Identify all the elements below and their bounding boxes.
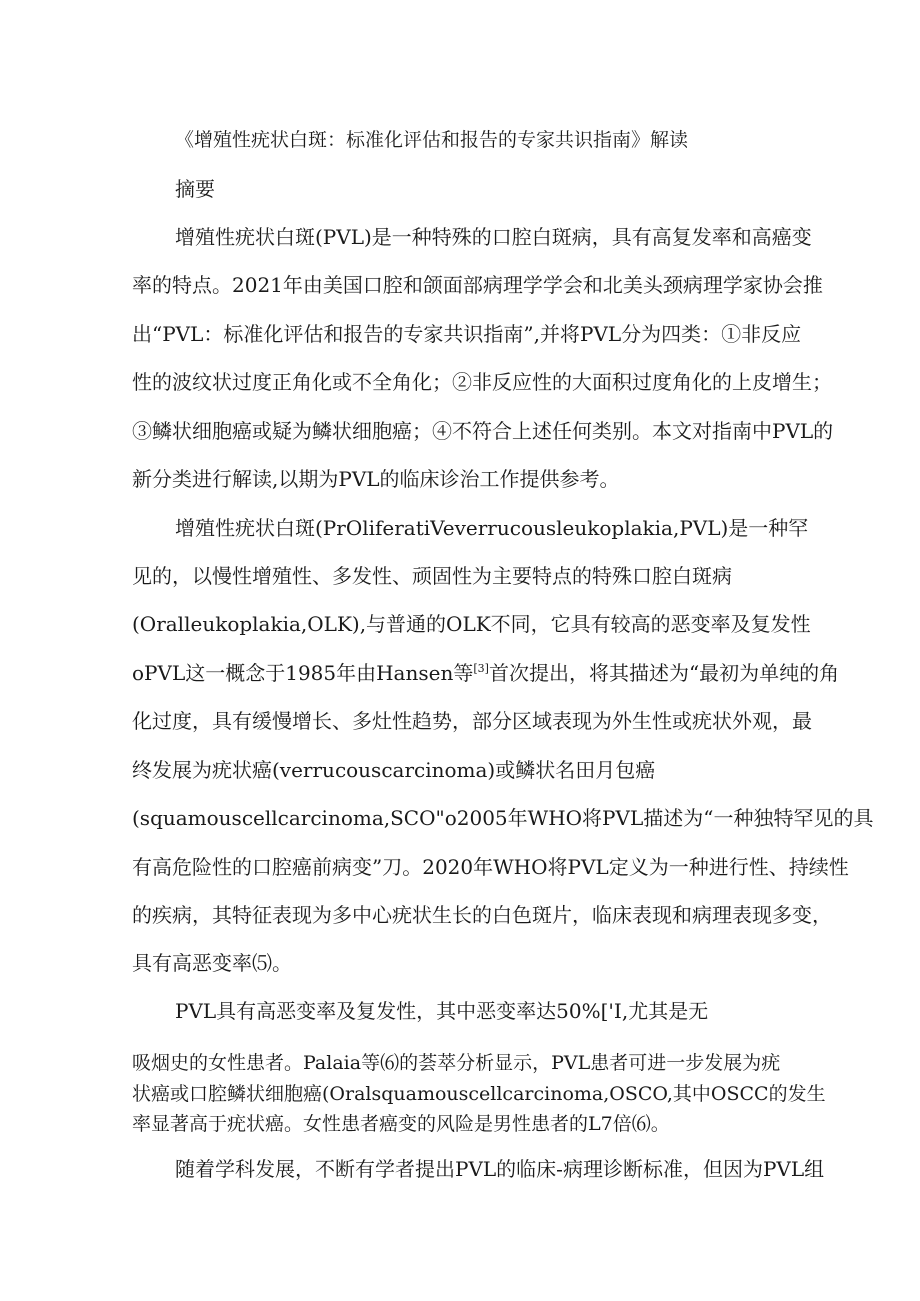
- abstract-line: 出“PVL：标准化评估和报告的专家共识指南”,并将PVL分为四类：①非反应: [132, 322, 802, 346]
- paragraph-line: 状癌或口腔鳞状细胞癌(Oralsquamouscellcarcinoma,OSCO,其中OSCC的发生: [132, 1083, 826, 1105]
- paragraph-line: 具有高恶变率⑸。: [132, 951, 292, 975]
- abstract-line: 率的特点。2021年由美国口腔和颌面部病理学学会和北美头颈病理学家协会推: [132, 273, 823, 297]
- abstract-heading: 摘要: [175, 177, 215, 201]
- abstract-line: ③鳞状细胞癌或疑为鳞状细胞癌；④不符合上述任何类别。本文对指南中PVL的: [132, 419, 834, 443]
- document-title: 《增殖性疣状白斑：标准化评估和报告的专家共识指南》解读: [175, 129, 689, 151]
- paragraph-line: 增殖性疣状白斑(PrOliferatiVeverrucousleukoplakia,PVL)是一种罕: [175, 516, 809, 540]
- abstract-line: 新分类进行解读,以期为PVL的临床诊治工作提供参考。: [132, 467, 620, 491]
- paragraph-line: [132, 663, 839, 683]
- paragraph-line: PVL具有高恶变率及复发性，其中恶变率达50%['I,尤其是无: [175, 999, 709, 1023]
- paragraph-line: 率显著高于疣状癌。女性患者癌变的风险是男性患者的L7倍⑹。: [132, 1113, 670, 1135]
- paragraph-line: 有高危险性的口腔癌前病变”刀。2020年WHO将PVL定义为一种进行性、持续性: [132, 855, 849, 879]
- paragraph-line: (Oralleukoplakia,OLK),与普通的OLK不同，它具有较高的恶变率及复发性: [132, 612, 811, 636]
- paragraph-text: oPVL这一概念于1985年由Hansen等: [132, 661, 474, 685]
- paragraph-line: 的疾病，其特征表现为多中心疣状生长的白色斑片，临床表现和病理表现多变，: [132, 903, 832, 927]
- paragraph-line: 终发展为疣状癌(verrucouscarcinoma)或鳞状名田月包癌: [132, 758, 656, 782]
- paragraph-line: 吸烟史的女性患者。Palaia等⑹的荟萃分析显示，PVL患者可进一步发展为疣: [132, 1052, 781, 1074]
- paragraph-line: (squamouscellcarcinoma,SCO"o2005年WHO将PVL描述为“一种独特罕见的具: [132, 806, 874, 830]
- abstract-line: 增殖性疣状白斑(PVL)是一种特殊的口腔白斑病，具有高复发率和高癌变: [175, 225, 812, 249]
- paragraph-line: 见的，以慢性增殖性、多发性、顽固性为主要特点的特殊口腔白斑病: [132, 564, 732, 588]
- paragraph-line: 随着学科发展，不断有学者提出PVL的临床-病理诊断标准，但因为PVL组: [175, 1157, 825, 1181]
- paragraph-text: 首次提出，将其描述为“最初为单纯的角: [488, 661, 840, 685]
- abstract-line: 性的波纹状过度正角化或不全角化；②非反应性的大面积过度角化的上皮增生；: [132, 370, 832, 394]
- paragraph-line: 化过度，具有缓慢增长、多灶性趋势，部分区域表现为外生性或疣状外观，最: [132, 709, 812, 733]
- citation-ref: [3]: [473, 662, 489, 675]
